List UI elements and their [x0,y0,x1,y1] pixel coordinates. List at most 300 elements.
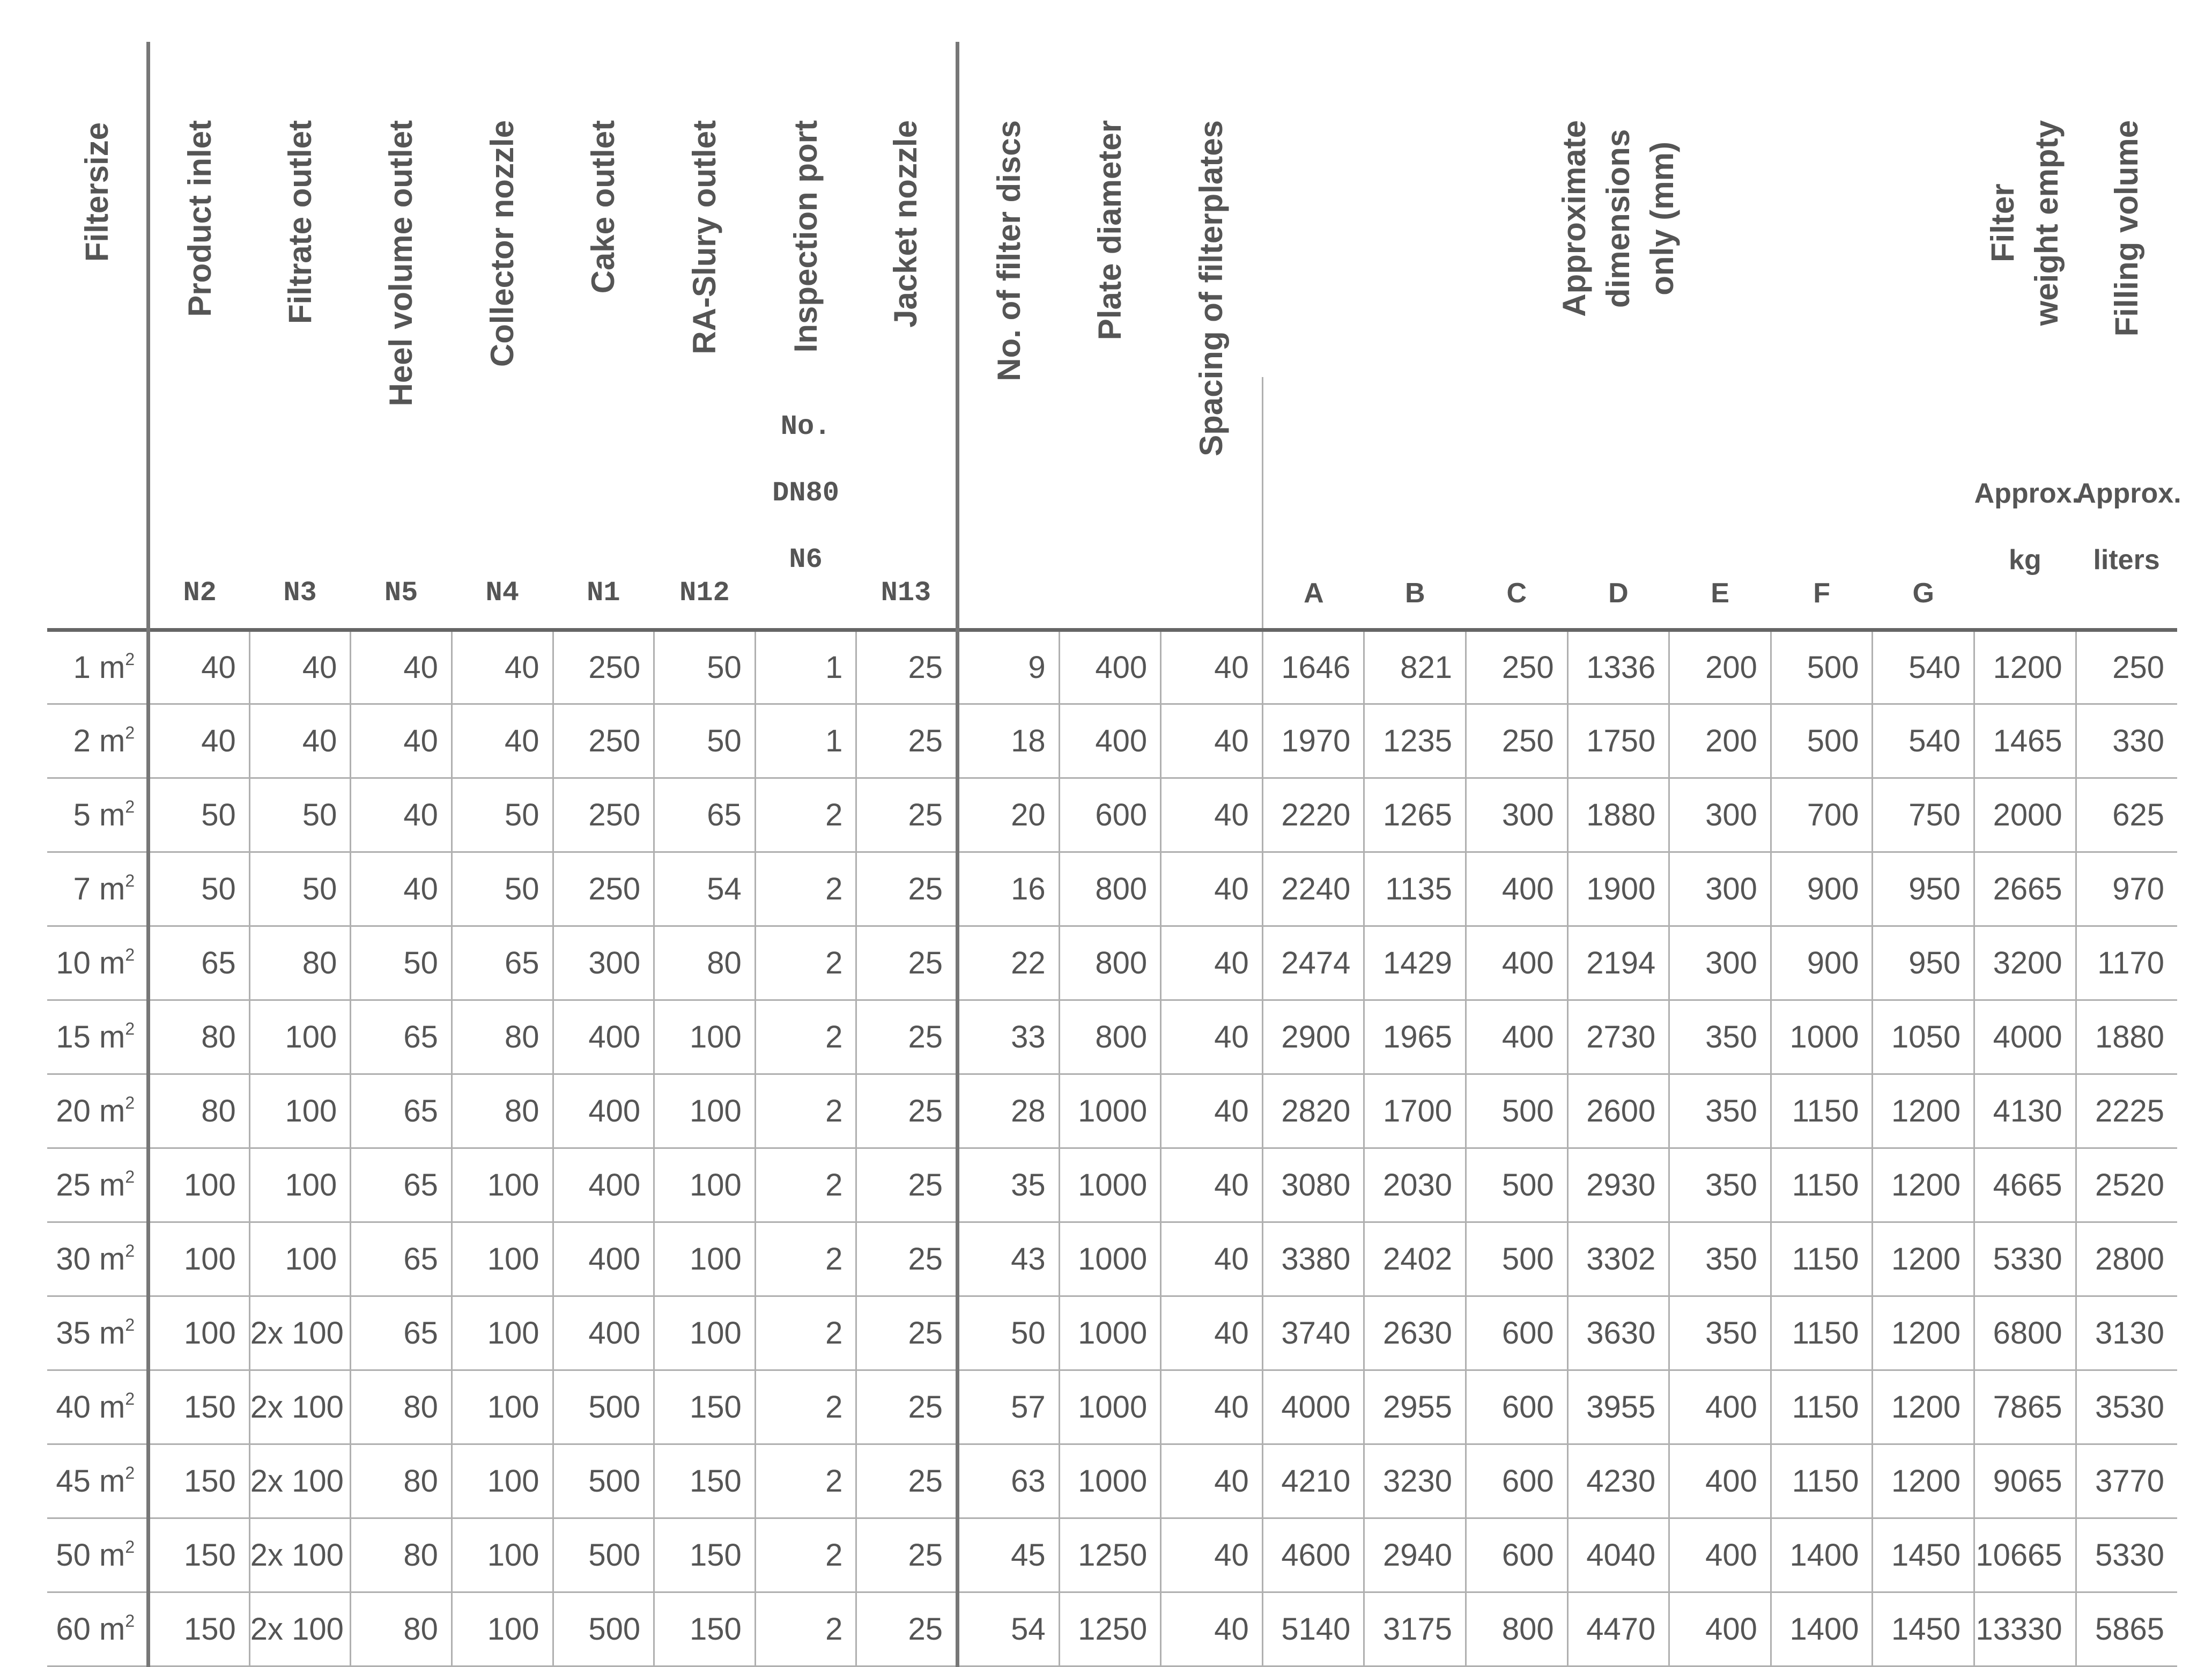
table-cell: 1336 [1567,630,1669,704]
table-cell: 900 [1771,926,1873,1000]
cell-filtersize [47,1444,149,1518]
header-cake-outlet-label: Cake outlet [585,120,622,294]
filtersize-unit: m [99,1168,125,1203]
table-cell: 250 [1466,630,1568,704]
header-product-inlet [149,42,250,377]
table-cell: 500 [1771,630,1873,704]
table-cell: 50 [249,778,351,852]
header-no-of-filter-discs [957,42,1059,630]
table-cell: 2x 100 [249,1444,351,1518]
table-cell: 100 [149,1148,250,1222]
table-cell: 400 [1466,1000,1568,1074]
table-cell: 150 [654,1592,756,1666]
filtersize-unit-exponent: 2 [125,1389,135,1408]
table-cell: 5330 [1974,1222,2076,1296]
table-cell: 500 [553,1518,654,1592]
table-cell: 900 [1771,852,1873,926]
table-cell: 150 [149,1370,250,1444]
table-cell: 540 [1873,630,1974,704]
table-cell: 40 [1161,1370,1263,1444]
table-cell: 500 [553,1444,654,1518]
table-cell: 3302 [1567,1222,1669,1296]
table-cell: 50 [249,852,351,926]
table-row [47,1592,2177,1666]
sub-dim-c-label: C [1506,578,1527,609]
table-row [47,926,2177,1000]
cell-filtersize [47,1074,149,1148]
table-cell: 300 [1669,778,1771,852]
table-cell: 2240 [1262,852,1364,926]
cell-filtersize [47,778,149,852]
filtersize-value: 60 [56,1612,91,1647]
sub-inspection-port-label [755,377,856,628]
sub-heel-volume-outlet [351,377,452,630]
table-cell: 40 [1161,630,1263,704]
table-cell: 2730 [1567,1000,1669,1074]
sub-dim-f [1771,377,1873,630]
table-cell: 40 [1161,926,1263,1000]
table-cell: 1700 [1364,1074,1466,1148]
table-cell: 700 [1771,778,1873,852]
table-cell: 25 [856,1444,958,1518]
table-cell: 16 [957,852,1059,926]
cell-filtersize [47,630,149,704]
sub-weight-label [1974,444,2080,628]
table-cell: 1200 [1873,1148,1974,1222]
filtersize-unit: m [99,1316,125,1351]
table-cell: 2 [755,1000,856,1074]
table-cell: 800 [1059,1000,1161,1074]
table-cell: 2665 [1974,852,2076,926]
filtersize-unit-exponent: 2 [125,1167,135,1186]
cell-filtersize [47,1148,149,1222]
table-cell: 1 [755,704,856,778]
sub-dim-b [1364,377,1466,630]
table-cell: 80 [452,1000,553,1074]
table-cell: 3080 [1262,1148,1364,1222]
table-body [47,630,2177,1666]
table-cell: 40 [1161,1222,1263,1296]
table-cell: 3740 [1262,1296,1364,1370]
sub-dim-g [1873,377,1974,630]
table-cell: 300 [1669,926,1771,1000]
filtersize-value: 20 [56,1094,91,1128]
filtersize-unit-exponent: 2 [125,1241,135,1260]
sub-dim-g-label: G [1912,578,1934,609]
table-cell: 3530 [2076,1370,2177,1444]
table-cell: 1400 [1771,1592,1873,1666]
filtersize-value: 5 [73,798,91,832]
table-cell: 350 [1669,1222,1771,1296]
table-cell: 2930 [1567,1148,1669,1222]
table-cell: 821 [1364,630,1466,704]
filtersize-unit-exponent: 2 [125,1463,135,1482]
table-cell: 400 [1669,1370,1771,1444]
table-cell: 1400 [1771,1518,1873,1592]
table-cell: 300 [553,926,654,1000]
filtersize-unit: m [99,1242,125,1277]
sub-volume [2076,377,2181,630]
table-cell: 950 [1873,926,1974,1000]
table-cell: 500 [1466,1148,1568,1222]
table-cell: 100 [452,1518,553,1592]
table-cell: 3200 [1974,926,2076,1000]
table-cell: 1880 [2076,1000,2177,1074]
table-cell: 2 [755,1444,856,1518]
sub-cake-outlet [553,377,654,630]
table-cell: 40 [1161,1518,1263,1592]
table-cell: 400 [1466,926,1568,1000]
table-cell: 50 [452,852,553,926]
header-ra-slury-outlet-label: RA-Slury outlet [686,120,722,355]
table-cell: 1250 [1059,1518,1161,1592]
table-cell: 400 [1466,852,1568,926]
table-cell: 40 [1161,1148,1263,1222]
table-cell: 250 [553,778,654,852]
table-cell: 100 [249,1148,351,1222]
table-cell: 25 [856,1592,958,1666]
sub-dim-e-label: E [1711,578,1729,609]
header-filter-weight-empty-label [1981,120,2069,326]
table-cell: 200 [1669,704,1771,778]
sub-weight-line-2: kg [2009,544,2041,576]
table-cell: 150 [654,1370,756,1444]
table-cell: 800 [1059,926,1161,1000]
table-cell: 2194 [1567,926,1669,1000]
filtersize-unit: m [99,946,125,980]
table-cell: 35 [957,1148,1059,1222]
table-cell: 100 [654,1148,756,1222]
table-cell: 400 [1669,1592,1771,1666]
table-cell: 400 [1669,1444,1771,1518]
sub-ra-slury-outlet [654,377,756,630]
filtersize-unit-exponent: 2 [125,1537,135,1557]
table-cell: 100 [249,1222,351,1296]
table-cell: 25 [856,1222,958,1296]
sub-weight-line-1: Approx. [1974,478,2080,509]
table-row [47,1000,2177,1074]
table-row [47,1148,2177,1222]
table-cell: 2 [755,1592,856,1666]
table-cell: 65 [351,1296,452,1370]
filtersize-value: 50 [56,1538,91,1573]
table-row [47,704,2177,778]
table-header [47,42,2181,630]
filtersize-unit: m [99,1094,125,1128]
table-cell: 400 [553,1074,654,1148]
table-cell: 350 [1669,1000,1771,1074]
table-cell: 25 [856,1148,958,1222]
table-row [47,1222,2177,1296]
header-product-inlet-label: Product inlet [181,120,218,317]
table-cell: 1170 [2076,926,2177,1000]
table-cell: 600 [1466,1370,1568,1444]
header-approximate-dimensions [1262,42,1974,377]
filtersize-unit-exponent: 2 [125,649,135,669]
table-cell: 43 [957,1222,1059,1296]
table-cell: 1150 [1771,1222,1873,1296]
table-cell: 25 [856,1370,958,1444]
header-filtrate-outlet [249,42,351,377]
sub-volume-line-2: liters [2093,544,2160,576]
table-cell: 100 [452,1444,553,1518]
sub-dim-a-label: A [1304,578,1324,609]
header-jacket-nozzle [856,42,958,377]
table-cell: 5140 [1262,1592,1364,1666]
table-cell: 150 [654,1518,756,1592]
sub-volume-line-1: Approx. [2076,478,2181,509]
table-cell: 3770 [2076,1444,2177,1518]
table-cell: 80 [351,1592,452,1666]
table-cell: 150 [149,1592,250,1666]
header-filtrate-outlet-label: Filtrate outlet [282,120,318,324]
table-cell: 25 [856,926,958,1000]
table-cell: 40 [1161,778,1263,852]
table-cell: 65 [149,926,250,1000]
table-cell: 50 [654,630,756,704]
sub-inspection-port [755,377,856,630]
table-cell: 2 [755,1296,856,1370]
table-cell: 50 [351,926,452,1000]
table-cell: 80 [351,1444,452,1518]
header-collector-nozzle [452,42,553,377]
table-cell: 2220 [1262,778,1364,852]
table-cell: 2 [755,1518,856,1592]
table-cell: 25 [856,852,958,926]
table-cell: 2x 100 [249,1518,351,1592]
table-cell: 100 [452,1148,553,1222]
table-cell: 540 [1873,704,1974,778]
table-cell: 1150 [1771,1370,1873,1444]
table-cell: 500 [553,1592,654,1666]
table-cell: 2402 [1364,1222,1466,1296]
table-cell: 4040 [1567,1518,1669,1592]
cell-filtersize [47,1000,149,1074]
table-cell: 2955 [1364,1370,1466,1444]
table-cell: 1429 [1364,926,1466,1000]
table-cell: 400 [1059,630,1161,704]
cell-filtersize [47,1518,149,1592]
table-cell: 2820 [1262,1074,1364,1148]
table-cell: 350 [1669,1148,1771,1222]
table-cell: 1200 [1873,1296,1974,1370]
sub-jacket-nozzle [856,377,958,630]
table-cell: 3130 [2076,1296,2177,1370]
sub-filtrate-outlet-label: N3 [283,577,317,609]
filtersize-unit-exponent: 2 [125,796,135,816]
table-cell: 50 [654,704,756,778]
table-cell: 1150 [1771,1148,1873,1222]
table-cell: 65 [351,1222,452,1296]
filtersize-value: 2 [73,724,91,758]
sub-dim-d-label: D [1608,578,1629,609]
header-plate-diameter [1059,42,1161,630]
cell-filtersize [47,1592,149,1666]
table-cell: 1200 [1873,1222,1974,1296]
table-cell: 20 [957,778,1059,852]
table-cell: 80 [351,1518,452,1592]
filtersize-unit: m [99,1464,125,1499]
table-cell: 1450 [1873,1518,1974,1592]
table-cell: 40 [149,704,250,778]
table-cell: 1150 [1771,1074,1873,1148]
sub-weight [1974,377,2080,630]
cell-filtersize [47,1222,149,1296]
table-cell: 1265 [1364,778,1466,852]
table-cell: 40 [1161,1000,1263,1074]
filtersize-unit: m [99,798,125,832]
table-cell: 80 [452,1074,553,1148]
table-cell: 3630 [1567,1296,1669,1370]
table-cell: 1150 [1771,1444,1873,1518]
table-cell: 2520 [2076,1148,2177,1222]
table-cell: 100 [149,1222,250,1296]
table-cell: 100 [654,1074,756,1148]
sub-inspection-port-line-2: DN80 [772,477,839,509]
table-cell: 1150 [1771,1296,1873,1370]
header-filling-volume-label: Filling volume [2108,120,2144,337]
table-cell: 600 [1466,1444,1568,1518]
filter-spec-table [47,42,2181,1667]
approx-dims-line-2: dimensions [1600,129,1636,308]
table-cell: 2x 100 [249,1592,351,1666]
table-cell: 4600 [1262,1518,1364,1592]
filtersize-unit-exponent: 2 [125,1093,135,1112]
table-cell: 1965 [1364,1000,1466,1074]
table-cell: 1880 [1567,778,1669,852]
table-cell: 25 [856,1518,958,1592]
table-cell: 2 [755,1148,856,1222]
table-cell: 100 [149,1296,250,1370]
table-cell: 63 [957,1444,1059,1518]
header-filling-volume [2076,42,2177,377]
table-row [47,630,2177,704]
table-cell: 25 [856,630,958,704]
sub-collector-nozzle [452,377,553,630]
table-cell: 40 [1161,704,1263,778]
table-cell: 40 [249,630,351,704]
table-cell: 1 [755,630,856,704]
sub-filtrate-outlet [249,377,351,630]
table-cell: 4470 [1567,1592,1669,1666]
table-cell: 100 [452,1222,553,1296]
table-cell: 100 [654,1000,756,1074]
table-cell: 1900 [1567,852,1669,926]
table-cell: 1200 [1873,1074,1974,1148]
table-cell: 100 [249,1000,351,1074]
table-cell: 4665 [1974,1148,2076,1222]
table-cell: 40 [351,852,452,926]
table-cell: 2600 [1567,1074,1669,1148]
table-cell: 50 [452,778,553,852]
table-cell: 400 [553,1148,654,1222]
table-cell: 500 [1466,1222,1568,1296]
sub-inspection-port-line-3: N6 [789,544,823,576]
sub-product-inlet-label: N2 [183,577,217,609]
header-heel-volume-outlet-label: Heel volume outlet [383,120,419,407]
filter-weight-line-2: weight empty [2029,120,2065,326]
header-spacing-of-filterplates-label: Spacing of filterplates [1193,120,1229,456]
header-inspection-port [755,42,856,377]
table-cell: 1050 [1873,1000,1974,1074]
filtersize-value: 25 [56,1168,91,1203]
table-cell: 2630 [1364,1296,1466,1370]
table-cell: 500 [1466,1074,1568,1148]
table-cell: 80 [149,1000,250,1074]
cell-filtersize [47,926,149,1000]
sub-dim-b-label: B [1404,578,1425,609]
table-cell: 40 [1161,1296,1263,1370]
filtersize-unit: m [99,872,125,906]
filtersize-unit-exponent: 2 [125,871,135,890]
header-filter-weight-empty [1974,42,2076,377]
cell-filtersize [47,852,149,926]
table-cell: 5865 [2076,1592,2177,1666]
table-cell: 28 [957,1074,1059,1148]
table-cell: 100 [452,1592,553,1666]
sub-ra-slury-outlet-label: N12 [679,577,730,609]
approx-dims-line-3: only (mm) [1644,142,1680,296]
table-cell: 40 [351,778,452,852]
sub-dim-e [1669,377,1771,630]
filtersize-unit: m [99,650,125,685]
table-cell: 54 [957,1592,1059,1666]
filtersize-unit-exponent: 2 [125,1019,135,1038]
table-cell: 80 [249,926,351,1000]
header-jacket-nozzle-label: Jacket nozzle [887,120,924,328]
table-cell: 2x 100 [249,1370,351,1444]
table-cell: 6800 [1974,1296,2076,1370]
table-cell: 57 [957,1370,1059,1444]
table-cell: 800 [1059,852,1161,926]
table-row [47,778,2177,852]
filtersize-unit-exponent: 2 [125,1315,135,1334]
table-cell: 1200 [1873,1370,1974,1444]
sub-volume-label [2076,444,2181,628]
table-cell: 800 [1466,1592,1568,1666]
table-cell: 250 [1466,704,1568,778]
table-cell: 1970 [1262,704,1364,778]
table-cell: 2800 [2076,1222,2177,1296]
table-cell: 500 [1771,704,1873,778]
filtersize-value: 10 [56,946,91,980]
table-cell: 40 [149,630,250,704]
header-filtersize [47,42,149,630]
sub-product-inlet [149,377,250,630]
table-cell: 2 [755,926,856,1000]
header-filtersize-label: Filtersize [78,122,115,262]
table-cell: 65 [351,1148,452,1222]
header-approximate-dimensions-label [1552,120,1684,317]
table-cell: 65 [351,1074,452,1148]
table-cell: 1000 [1059,1074,1161,1148]
table-cell: 600 [1466,1518,1568,1592]
table-cell: 4210 [1262,1444,1364,1518]
table-cell: 1750 [1567,704,1669,778]
sub-dim-f-label: F [1813,578,1831,609]
filtersize-value: 30 [56,1242,91,1277]
table-cell: 300 [1669,852,1771,926]
table-cell: 3955 [1567,1370,1669,1444]
table-row [47,1296,2177,1370]
table-cell: 600 [1466,1296,1568,1370]
filtersize-value: 15 [56,1020,91,1054]
filtersize-unit-exponent: 2 [125,1611,135,1631]
table-cell: 80 [351,1370,452,1444]
header-heel-volume-outlet [351,42,452,407]
table-cell: 40 [452,630,553,704]
table-cell: 750 [1873,778,1974,852]
